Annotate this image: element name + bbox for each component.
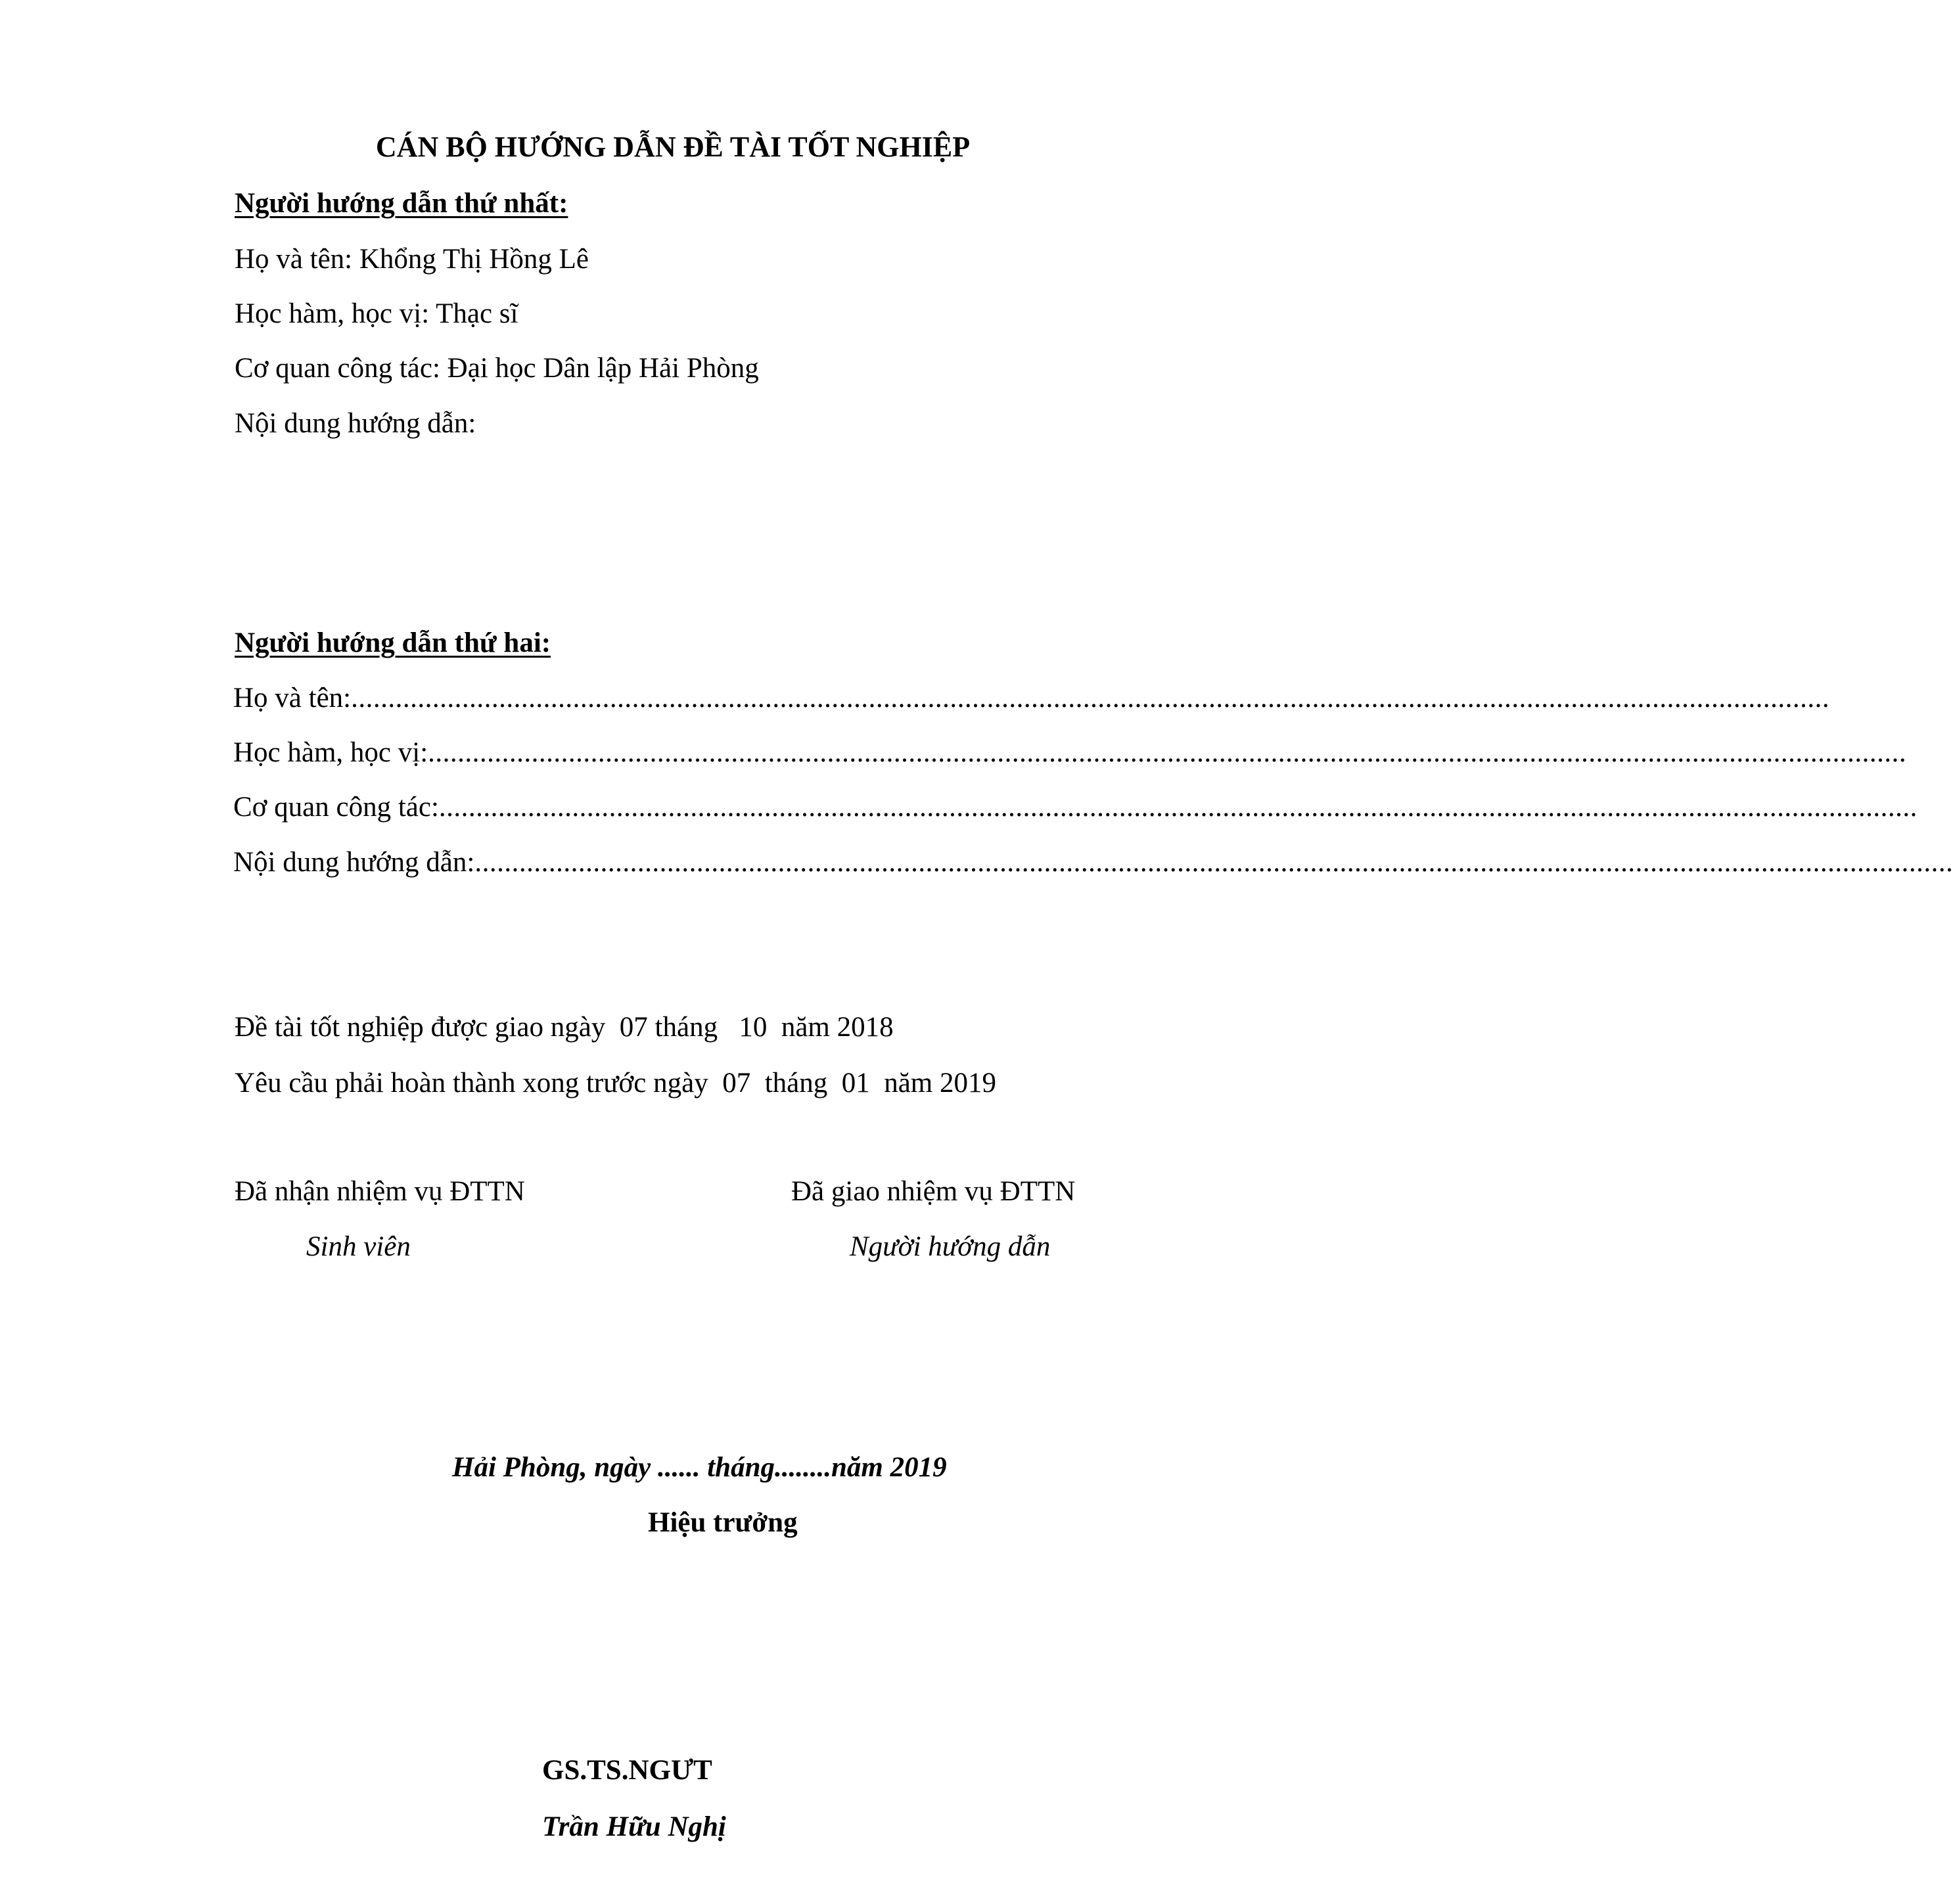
received-task-label: Đã nhận nhiệm vụ ĐTTN (235, 1176, 525, 1207)
second-supervisor-heading: Người hướng dẫn thứ hai: (235, 627, 551, 658)
dotted-fill: ........................................................................................................................................................................................................ (438, 792, 1918, 823)
second-supervisor-content-label: Nội dung hướng dẫn: (233, 847, 475, 878)
assigned-date-line: Đề tài tốt nghiệp được giao ngày 07 tháng 10 năm 2018 (235, 1012, 894, 1043)
second-supervisor-org-field (233, 792, 1918, 823)
supervisor-label: Người hướng dẫn (850, 1231, 1051, 1262)
rector-signature-line (514, 1728, 726, 1869)
first-supervisor-content: Nội dung hướng dẫn: (235, 408, 476, 439)
first-supervisor-heading: Người hướng dẫn thứ nhất: (235, 188, 568, 219)
first-supervisor-organization: Cơ quan công tác: Đại học Dân lập Hải Phòng (235, 353, 759, 384)
rector-label: Hiệu trưởng (648, 1507, 798, 1538)
second-supervisor-name-field (233, 683, 1830, 714)
deadline-date-line: Yêu cầu phải hoàn thành xong trước ngày 07 tháng 01 năm 2019 (235, 1068, 997, 1099)
dotted-fill: ........................................................................................................................................................................................................ (351, 683, 1830, 714)
student-label: Sinh viên (306, 1231, 411, 1262)
rector-title: GS.TS.NGƯT (542, 1755, 712, 1786)
first-supervisor-name: Họ và tên: Khổng Thị Hồng Lê (235, 244, 589, 275)
document-title: CÁN BỘ HƯỚNG DẪN ĐỀ TÀI TỐT NGHIỆP (375, 131, 971, 163)
second-supervisor-rank-label: Học hàm, học vị: (233, 737, 428, 768)
second-supervisor-rank-field (233, 737, 1907, 768)
rector-name: Trần Hữu Nghị (542, 1811, 726, 1842)
second-supervisor-name-label: Họ và tên: (233, 683, 352, 714)
first-supervisor-rank: Học hàm, học vị: Thạc sĩ (235, 298, 518, 329)
second-supervisor-org-label: Cơ quan công tác: (233, 792, 439, 823)
dotted-fill: ........................................................................................................................................................................................................ (474, 847, 1953, 878)
place-date-line: Hải Phòng, ngày ...... tháng........năm 2019 (452, 1452, 947, 1483)
dotted-fill: ........................................................................................................................................................................................................ (428, 737, 1907, 768)
assigned-task-label: Đã giao nhiệm vụ ĐTTN (791, 1176, 1076, 1207)
second-supervisor-content-field (233, 847, 1953, 878)
